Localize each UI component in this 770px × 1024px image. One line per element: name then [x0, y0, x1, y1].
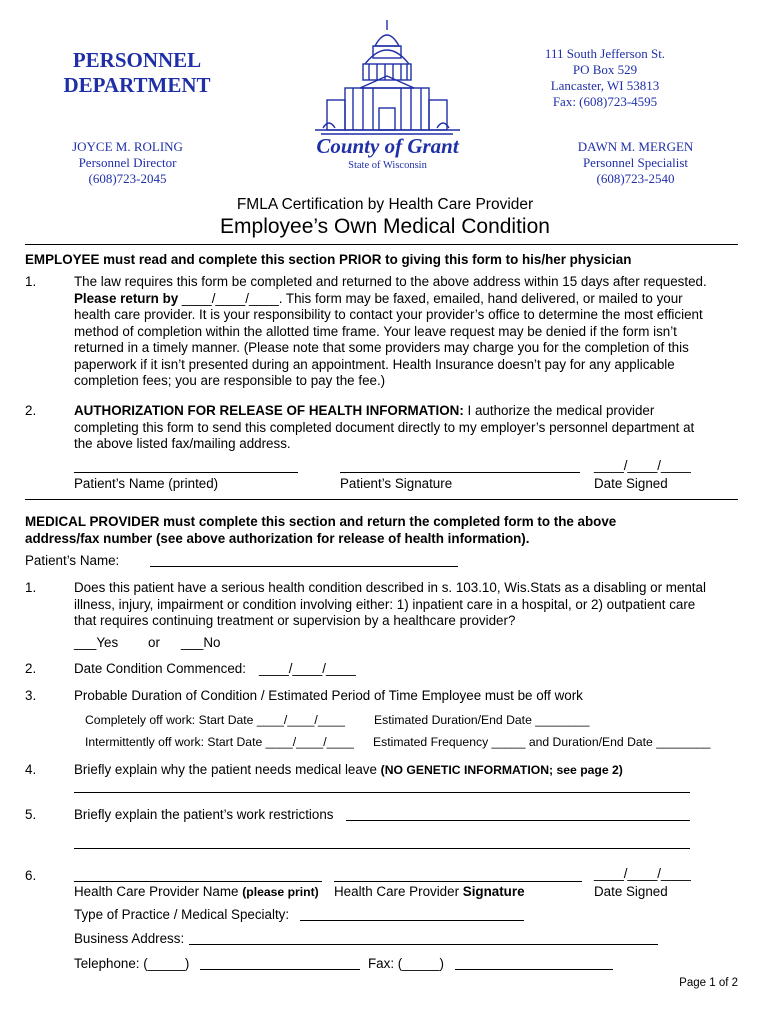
- authorization-heading: AUTHORIZATION FOR RELEASE OF HEALTH INFORMATION:: [74, 403, 464, 418]
- department-line-1: PERSONNEL: [72, 48, 202, 72]
- provider-signature-bold: Signature: [462, 884, 525, 899]
- patient-signature-line[interactable]: [340, 472, 580, 473]
- item-text: I authorize the medical provider: [463, 403, 655, 418]
- provider-signature-prefix: Health Care Provider: [334, 884, 463, 899]
- item-text: . This form may be faxed, emailed, hand delivered, or mailed to your: [278, 290, 683, 306]
- business-address-input[interactable]: [189, 944, 658, 945]
- address-line: Fax: (608)723-4595: [552, 94, 658, 109]
- department-line-2: DEPARTMENT: [63, 73, 211, 97]
- employee-section-heading: EMPLOYEE must read and complete this section PRIOR to giving this form to his/her physician: [25, 252, 632, 267]
- address-line: Lancaster, WI 53813: [550, 78, 660, 93]
- divider: [25, 244, 738, 245]
- left-contact-title: Personnel Director: [78, 155, 177, 170]
- patient-name-line[interactable]: [74, 472, 298, 473]
- question-text: Does this patient have a serious health condition described in s. 103.10, Wis.Stats as a disabling or mental: [74, 580, 706, 595]
- patient-name-input[interactable]: [150, 566, 458, 567]
- department-name: [62, 48, 212, 98]
- item-text: paperwork if it isn’t presented during an appointment. Health Insurance doesn’t pay for any applicable: [74, 356, 675, 372]
- date-signed-field[interactable]: ____/____/____: [594, 458, 691, 473]
- provider-name-text: Health Care Provider Name: [74, 884, 243, 899]
- question-number: 6.: [25, 868, 37, 883]
- question-text: Briefly explain why the patient needs medical leave: [74, 762, 381, 777]
- completely-estimated-duration[interactable]: Estimated Duration/End Date ________: [374, 713, 590, 727]
- patient-name-label: Patient’s Name (printed): [74, 476, 219, 491]
- intermittent-estimated-frequency[interactable]: Estimated Frequency _____ and Duration/End Date ________: [373, 735, 711, 749]
- fax-input[interactable]: [455, 969, 613, 970]
- question-text: Probable Duration of Condition / Estimated Period of Time Employee must be off work: [74, 688, 583, 703]
- practice-input[interactable]: [300, 920, 524, 921]
- provider-name-label: [74, 884, 319, 901]
- item-number: 1.: [25, 274, 37, 289]
- return-line: [74, 291, 754, 308]
- page-title: Employee’s Own Medical Condition: [220, 215, 550, 238]
- item-text: completion fees; you are responsible to pay the fee.): [74, 373, 386, 388]
- telephone-label: Telephone: (_____): [74, 956, 190, 971]
- patient-name-label: Patient’s Name:: [25, 553, 120, 568]
- question-number: 1.: [25, 580, 37, 595]
- question-text: that requires continuing treatment or supervision by a healthcare provider?: [74, 613, 516, 628]
- item-text: completing this form to send this completed document directly to my employer’s personnel department at: [74, 419, 695, 435]
- left-contact-phone: (608)723-2045: [88, 171, 167, 186]
- provider-heading-line: address/fax number (see above authorization for release of health information).: [25, 530, 530, 546]
- right-contact-name: DAWN M. MERGEN: [577, 139, 694, 154]
- question-number: 5.: [25, 807, 37, 822]
- logo-subtitle: State of Wisconsin: [348, 160, 427, 171]
- fax-label: Fax: (_____): [368, 956, 444, 971]
- question-text: Briefly explain the patient’s work restrictions: [74, 807, 334, 822]
- divider: [25, 499, 738, 500]
- date-commenced-field[interactable]: ____/____/____: [259, 661, 356, 676]
- page-number: Page 1 of 2: [679, 977, 738, 989]
- address-line: PO Box 529: [572, 62, 638, 77]
- provider-signature-label: [334, 884, 525, 901]
- intermittent-off-work[interactable]: Intermittently off work: Start Date ____/____/____: [85, 735, 354, 749]
- provider-date-label: Date Signed: [594, 884, 668, 899]
- provider-section-heading: [25, 514, 745, 547]
- date-signed-label: Date Signed: [594, 476, 668, 491]
- item-text: health care provider. It is your responsibility to contact your provider’s office to determine the most efficient: [74, 307, 703, 322]
- provider-heading-line: MEDICAL PROVIDER must complete this section and return the completed form to the above: [25, 514, 617, 529]
- item-text: the above listed fax/mailing address.: [74, 436, 291, 451]
- provider-signature-line[interactable]: [334, 881, 582, 882]
- yes-option[interactable]: ___Yes: [74, 635, 119, 650]
- address-block: [520, 46, 690, 110]
- provider-date-field[interactable]: ____/____/____: [594, 866, 691, 881]
- question-text: illness, injury, impairment or condition involving either: 1) inpatient care in a hospital, or 2) outpatient care: [74, 596, 696, 612]
- or-text: or: [148, 635, 160, 650]
- item-text: The law requires this form be completed and returned to the above address within 15 days after requested.: [74, 274, 707, 289]
- patient-signature-label: Patient’s Signature: [340, 476, 453, 491]
- provider-name-line[interactable]: [74, 881, 322, 882]
- please-print-note: (please print): [242, 885, 319, 899]
- return-date-field[interactable]: ____/____/____: [181, 290, 279, 306]
- telephone-input[interactable]: [200, 969, 360, 970]
- work-restrictions-line-2[interactable]: [74, 848, 690, 849]
- right-contact-title: Personnel Specialist: [582, 155, 689, 170]
- right-contact: [548, 139, 723, 187]
- left-contact-name: JOYCE M. ROLING: [72, 139, 183, 154]
- address-line: 111 South Jefferson St.: [544, 46, 666, 61]
- return-label: Please return by: [74, 290, 182, 306]
- logo-title: County of Grant: [316, 134, 459, 158]
- right-contact-phone: (608)723-2540: [596, 171, 675, 186]
- question-number: 3.: [25, 688, 37, 703]
- medical-leave-reason-line[interactable]: [74, 792, 690, 793]
- question-number: 4.: [25, 762, 37, 777]
- form-subtitle: FMLA Certification by Health Care Provider: [236, 196, 534, 213]
- item-number: 2.: [25, 403, 37, 418]
- left-contact: [40, 139, 215, 187]
- no-option[interactable]: ___No: [181, 635, 221, 650]
- question-text: Date Condition Commenced:: [74, 661, 246, 676]
- completely-off-work[interactable]: Completely off work: Start Date ____/____/____: [85, 713, 345, 727]
- genetic-note: (NO GENETIC INFORMATION; see page 2): [380, 763, 623, 777]
- business-address-label: Business Address:: [74, 931, 185, 946]
- item-text: method of completion within the allotted time frame. Your leave request may be denied if the form isn’t: [74, 323, 677, 339]
- work-restrictions-line[interactable]: [346, 820, 690, 821]
- practice-label: Type of Practice / Medical Specialty:: [74, 907, 290, 922]
- question-number: 2.: [25, 661, 37, 676]
- item-text: returned in a timely manner. (Please note that some providers may charge you for the completion of this: [74, 340, 689, 355]
